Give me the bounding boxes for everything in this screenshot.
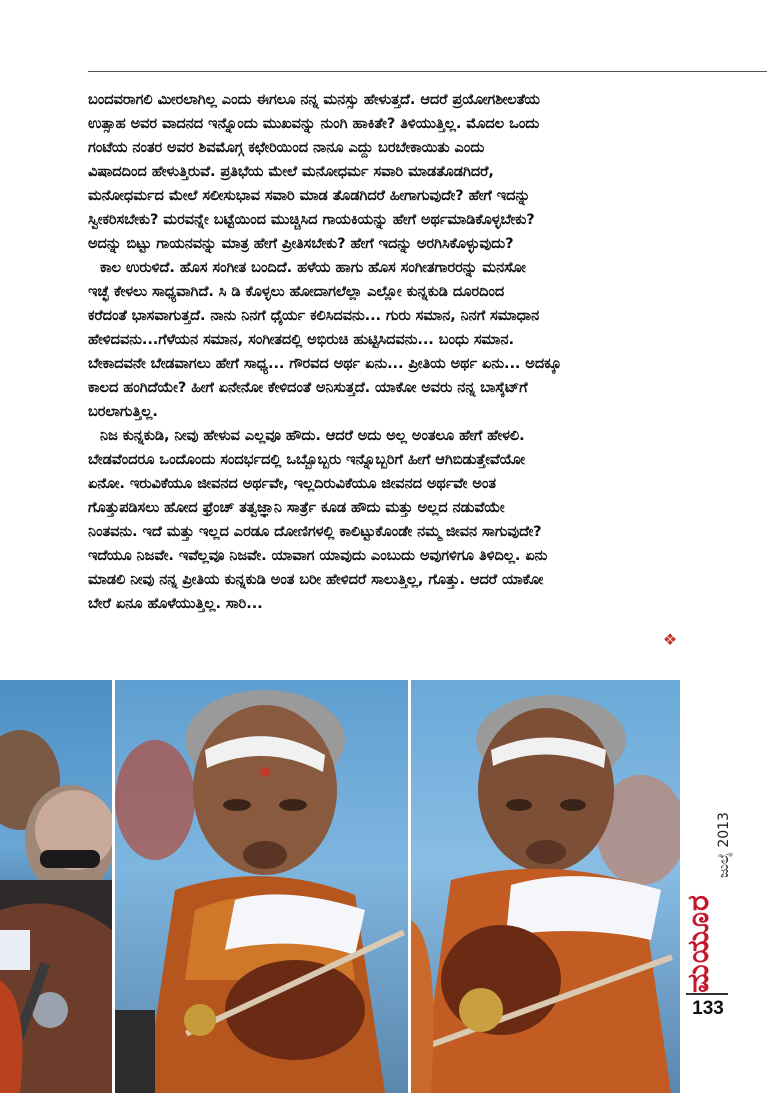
paragraph-1 [88, 88, 668, 256]
photo-left [0, 680, 112, 1093]
text-line: ಮಾಡಲಿ ನೀವು ನನ್ನ ಪ್ರೀತಿಯ ಕುನ್ನಕುಡಿ ಅಂತ ಬರೀ ಹೇಳಿದರೆ ಸಾಲುತ್ತಿಲ್ಲ, ಗೊತ್ತು. ಆದರೆ ಯಾಕೋ [88, 571, 544, 588]
photo-right-art [411, 680, 680, 1093]
text-line: ಸ್ವೀಕರಿಸಬೇಕು? ಮರವನ್ನೇ ಬಟ್ಟೆಯಿಂದ ಮುಚ್ಚಿಸಿದ ಗಾಯಕಿಯನ್ನು ಹೇಗೆ ಅರ್ಥಮಾಡಿಕೊಳ್ಳಬೇಕು? [88, 211, 535, 228]
text-line: ಬೇಡವೆಂದರೂ ಒಂದೊಂದು ಸಂದರ್ಭದಲ್ಲಿ ಒಬ್ಬೊಬ್ಬರು ಇನ್ನೊಬ್ಬರಿಗೆ ಹೀಗೆ ಆಗಿಬಿಡುತ್ತೇವೆಯೋ [88, 451, 525, 468]
paragraph-3 [88, 424, 668, 616]
text-line: ಗಂಟೆಯ ನಂತರ ಅವರ ಶಿವಮೊಗ್ಗ ಕಛೇರಿಯಿಂದ ನಾನೂ ಎದ್ದು ಬರಬೇಕಾಯಿತು ಎಂದು [88, 139, 485, 156]
photo-center-art [115, 680, 408, 1093]
text-line: ಬೇಕಾದವನೇ ಬೇಡವಾಗಲು ಹೇಗೆ ಸಾಧ್ಯ... ಗೌರವದ ಅರ್ಥ ಏನು... ಪ್ರೀತಿಯ ಅರ್ಥ ಏನು... ಅದಕ್ಕೂ [88, 355, 562, 372]
text-line: ಬಂದವರಾಗಲಿ ಮೀರಲಾಗಿಲ್ಲ ಎಂದು ಈಗಲೂ ನನ್ನ ಮನಸ್ಸು ಹೇಳುತ್ತದೆ. ಆದರೆ ಪ್ರಯೋಗಶೀಲತೆಯ [88, 91, 540, 108]
issue-date [714, 790, 734, 900]
text-line: ಇದೆಯೂ ನಿಜವೇ. ಇವೆಲ್ಲವೂ ನಿಜವೇ. ಯಾವಾಗ ಯಾವುದು ಎಂಬುದು ಅವುಗಳಿಗೂ ತಿಳಿದಿಲ್ಲ. ಏನು [88, 547, 548, 564]
page-number-rule [686, 993, 728, 995]
text-line: ಅದನ್ನು ಬಿಟ್ಟು ಗಾಯನವನ್ನು ಮಾತ್ರ ಹೇಗೆ ಪ್ರೀತಿಸಬೇಕು? ಹೇಗೆ ಇದನ್ನು ಅರಗಿಸಿಕೊಳ್ಳುವುದು? [88, 235, 514, 252]
text-line: ಗೊತ್ತುಪಡಿಸಲು ಹೋದ ಫ್ರೆಂಚ್ ತತ್ವಜ್ಞಾನಿ ಸಾರ್ತ್ರೆ ಕೂಡ ಹೌದು ಮತ್ತು ಅಲ್ಲದ ನಡುವೆಯೇ [88, 499, 505, 516]
text-line: ಬರಲಾಗುತ್ತಿಲ್ಲ. [88, 403, 158, 420]
photo-right [411, 680, 680, 1093]
text-line: ನಿಜ ಕುನ್ನಕುಡಿ, ನೀವು ಹೇಳುವ ಎಲ್ಲವೂ ಹೌದು. ಆದರೆ ಅದು ಅಲ್ಲ ಅಂತಲೂ ಹೇಗೆ ಹೇಳಲಿ. [100, 427, 525, 444]
paragraph-2 [88, 256, 668, 424]
photo-strip [0, 680, 680, 1093]
page-number: 133 [692, 998, 724, 1019]
text-line: ಕರೆದಂತೆ ಭಾಸವಾಗುತ್ತದೆ. ನಾನು ನಿನಗೆ ಧೈರ್ಯ ಕಲಿಸಿದವನು... ಗುರು ಸಮಾನ, ನಿನಗೆ ಸಮಾಧಾನ [88, 307, 540, 324]
text-line: ವಿಷಾದದಿಂದ ಹೇಳುತ್ತಿರುವೆ. ಪ್ರತಿಭೆಯ ಮೇಲೆ ಮನೋಧರ್ಮ ಸವಾರಿ ಮಾಡತೊಡಗಿದರೆ, [88, 163, 494, 180]
text-line: ಏನೋ. ಇರುವಿಕೆಯೂ ಜೀವನದ ಅರ್ಥವೇ, ಇಲ್ಲದಿರುವಿಕೆಯೂ ಜೀವನದ ಅರ್ಥವೇ ಅಂತ [88, 475, 496, 492]
top-rule [88, 71, 767, 72]
text-line: ಹೇಳಿದವನು...ಗೆಳೆಯನ ಸಮಾನ, ಸಂಗೀತದಲ್ಲಿ ಅಭಿರುಚಿ ಹುಟ್ಟಿಸಿದವನು... ಬಂಧು ಸಮಾನ. [88, 331, 514, 348]
issue-date-text: ಜುಲೈ 2013 [716, 812, 732, 878]
magazine-logo-text: ಮಯೂರ [680, 893, 716, 993]
text-line: ಕಾಲದ ಹಂಗಿದೆಯೇ? ಹೀಗೆ ಏನೇನೋ ಕೇಳಿದಂತೆ ಅನಿಸುತ್ತದೆ. ಯಾಕೋ ಅವರು ನನ್ನ ಬಾಸ್ಕೆಟ್‌ಗೆ [88, 379, 528, 396]
text-line: ನಿಂತವನು. ಇದೆ ಮತ್ತು ಇಲ್ಲದ ಎರಡೂ ದೋಣಿಗಳಲ್ಲಿ ಕಾಲಿಟ್ಟುಕೊಂಡೇ ನಮ್ಮ ಜೀವನ ಸಾಗುವುದೇ? [88, 523, 542, 540]
end-mark-icon: ❖ [662, 630, 678, 649]
text-line: ಉತ್ಸಾಹ ಅವರ ವಾದನದ ಇನ್ನೊಂದು ಮುಖವನ್ನು ನುಂಗಿ ಹಾಕಿತೇ? ತಿಳಿಯುತ್ತಿಲ್ಲ. ಮೊದಲ ಒಂದು [88, 115, 540, 132]
text-line: ಇಚ್ಛೆ ಕೇಳಲು ಸಾಧ್ಯವಾಗಿದೆ. ಸಿ ಡಿ ಕೊಳ್ಳಲು ಹೋದಾಗಲೆಲ್ಲಾ ಎಲ್ಲೋ ಕುನ್ನಕುಡಿ ದೂರದಿಂದ [88, 283, 505, 300]
photo-left-art [0, 680, 112, 1093]
text-line: ಮನೋಧರ್ಮದ ಮೇಲೆ ಸಲೀಸುಭಾವ ಸವಾರಿ ಮಾಡ ತೊಡಗಿದರೆ ಹೀಗಾಗುವುದೇ? ಹೇಗೆ ಇದನ್ನು [88, 187, 531, 204]
photo-center [115, 680, 408, 1093]
article-body [88, 88, 668, 616]
text-line: ಕಾಲ ಉರುಳಿದೆ. ಹೊಸ ಸಂಗೀತ ಬಂದಿದೆ. ಹಳೆಯ ಹಾಗು ಹೊಸ ಸಂಗೀತಗಾರರನ್ನು ಮನಸೋ [100, 259, 526, 276]
magazine-logo [680, 893, 716, 993]
text-line: ಬೇರೆ ಏನೂ ಹೊಳೆಯುತ್ತಿಲ್ಲ. ಸಾರಿ... [88, 595, 263, 612]
